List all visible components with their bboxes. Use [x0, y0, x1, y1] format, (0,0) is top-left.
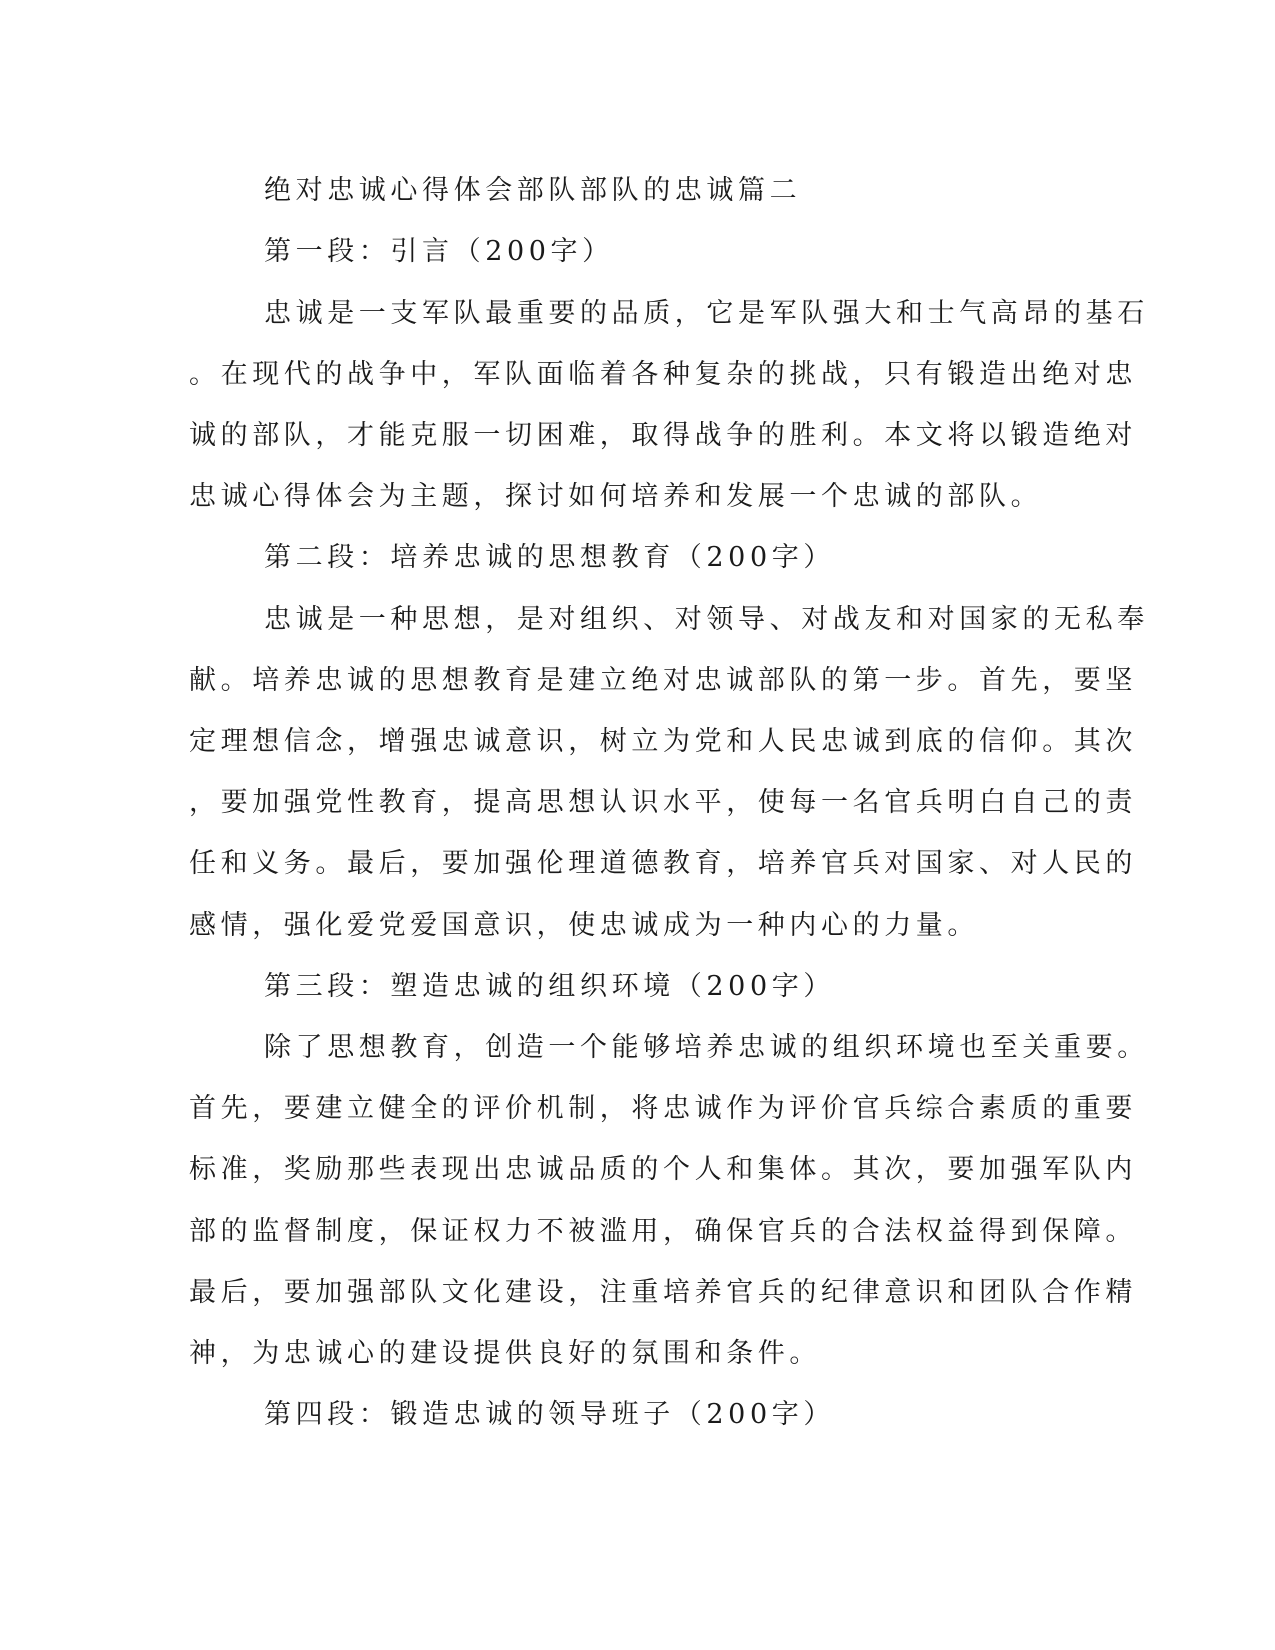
paragraph-line: 任和义务。最后，要加强伦理道德教育，培养官兵对国家、对人民的	[189, 848, 1137, 879]
paragraph-line: 除了思想教育，创造一个能够培养忠诚的组织环境也至关重要。	[264, 1032, 1149, 1063]
paragraph-line: 首先，要建立健全的评价机制，将忠诚作为评价官兵综合素质的重要	[189, 1093, 1137, 1124]
paragraph-line: 定理想信念，增强忠诚意识，树立为党和人民忠诚到底的信仰。其次	[189, 726, 1137, 757]
section-heading-1: 第一段：引言（200字）	[264, 236, 614, 267]
section-heading-3: 第三段：塑造忠诚的组织环境（200字）	[264, 971, 835, 1002]
paragraph-line: 诚的部队，才能克服一切困难，取得战争的胜利。本文将以锻造绝对	[189, 420, 1137, 451]
paragraph-line: 标准，奖励那些表现出忠诚品质的个人和集体。其次，要加强军队内	[189, 1154, 1137, 1185]
paragraph-line: 神，为忠诚心的建设提供良好的氛围和条件。	[189, 1338, 821, 1369]
paragraph-line: ，要加强党性教育，提高思想认识水平，使每一名官兵明白自己的责	[189, 787, 1137, 818]
section-heading-4: 第四段：锻造忠诚的领导班子（200字）	[264, 1399, 835, 1430]
document-title: 绝对忠诚心得体会部队部队的忠诚篇二	[264, 175, 802, 206]
paragraph-line: 感情，强化爱党爱国意识，使忠诚成为一种内心的力量。	[189, 910, 979, 941]
paragraph-line: 部的监督制度，保证权力不被滥用，确保官兵的合法权益得到保障。	[189, 1216, 1137, 1247]
paragraph-line: 献。培养忠诚的思想教育是建立绝对忠诚部队的第一步。首先，要坚	[189, 665, 1137, 696]
paragraph-line: 忠诚心得体会为主题，探讨如何培养和发展一个忠诚的部队。	[189, 481, 1043, 512]
paragraph-line: 。在现代的战争中，军队面临着各种复杂的挑战，只有锻造出绝对忠	[189, 359, 1137, 390]
paragraph-line: 忠诚是一种思想，是对组织、对领导、对战友和对国家的无私奉	[264, 604, 1149, 635]
section-heading-2: 第二段：培养忠诚的思想教育（200字）	[264, 542, 835, 573]
paragraph-line: 最后，要加强部队文化建设，注重培养官兵的纪律意识和团队合作精	[189, 1277, 1137, 1308]
paragraph-line: 忠诚是一支军队最重要的品质，它是军队强大和士气高昂的基石	[264, 298, 1149, 329]
